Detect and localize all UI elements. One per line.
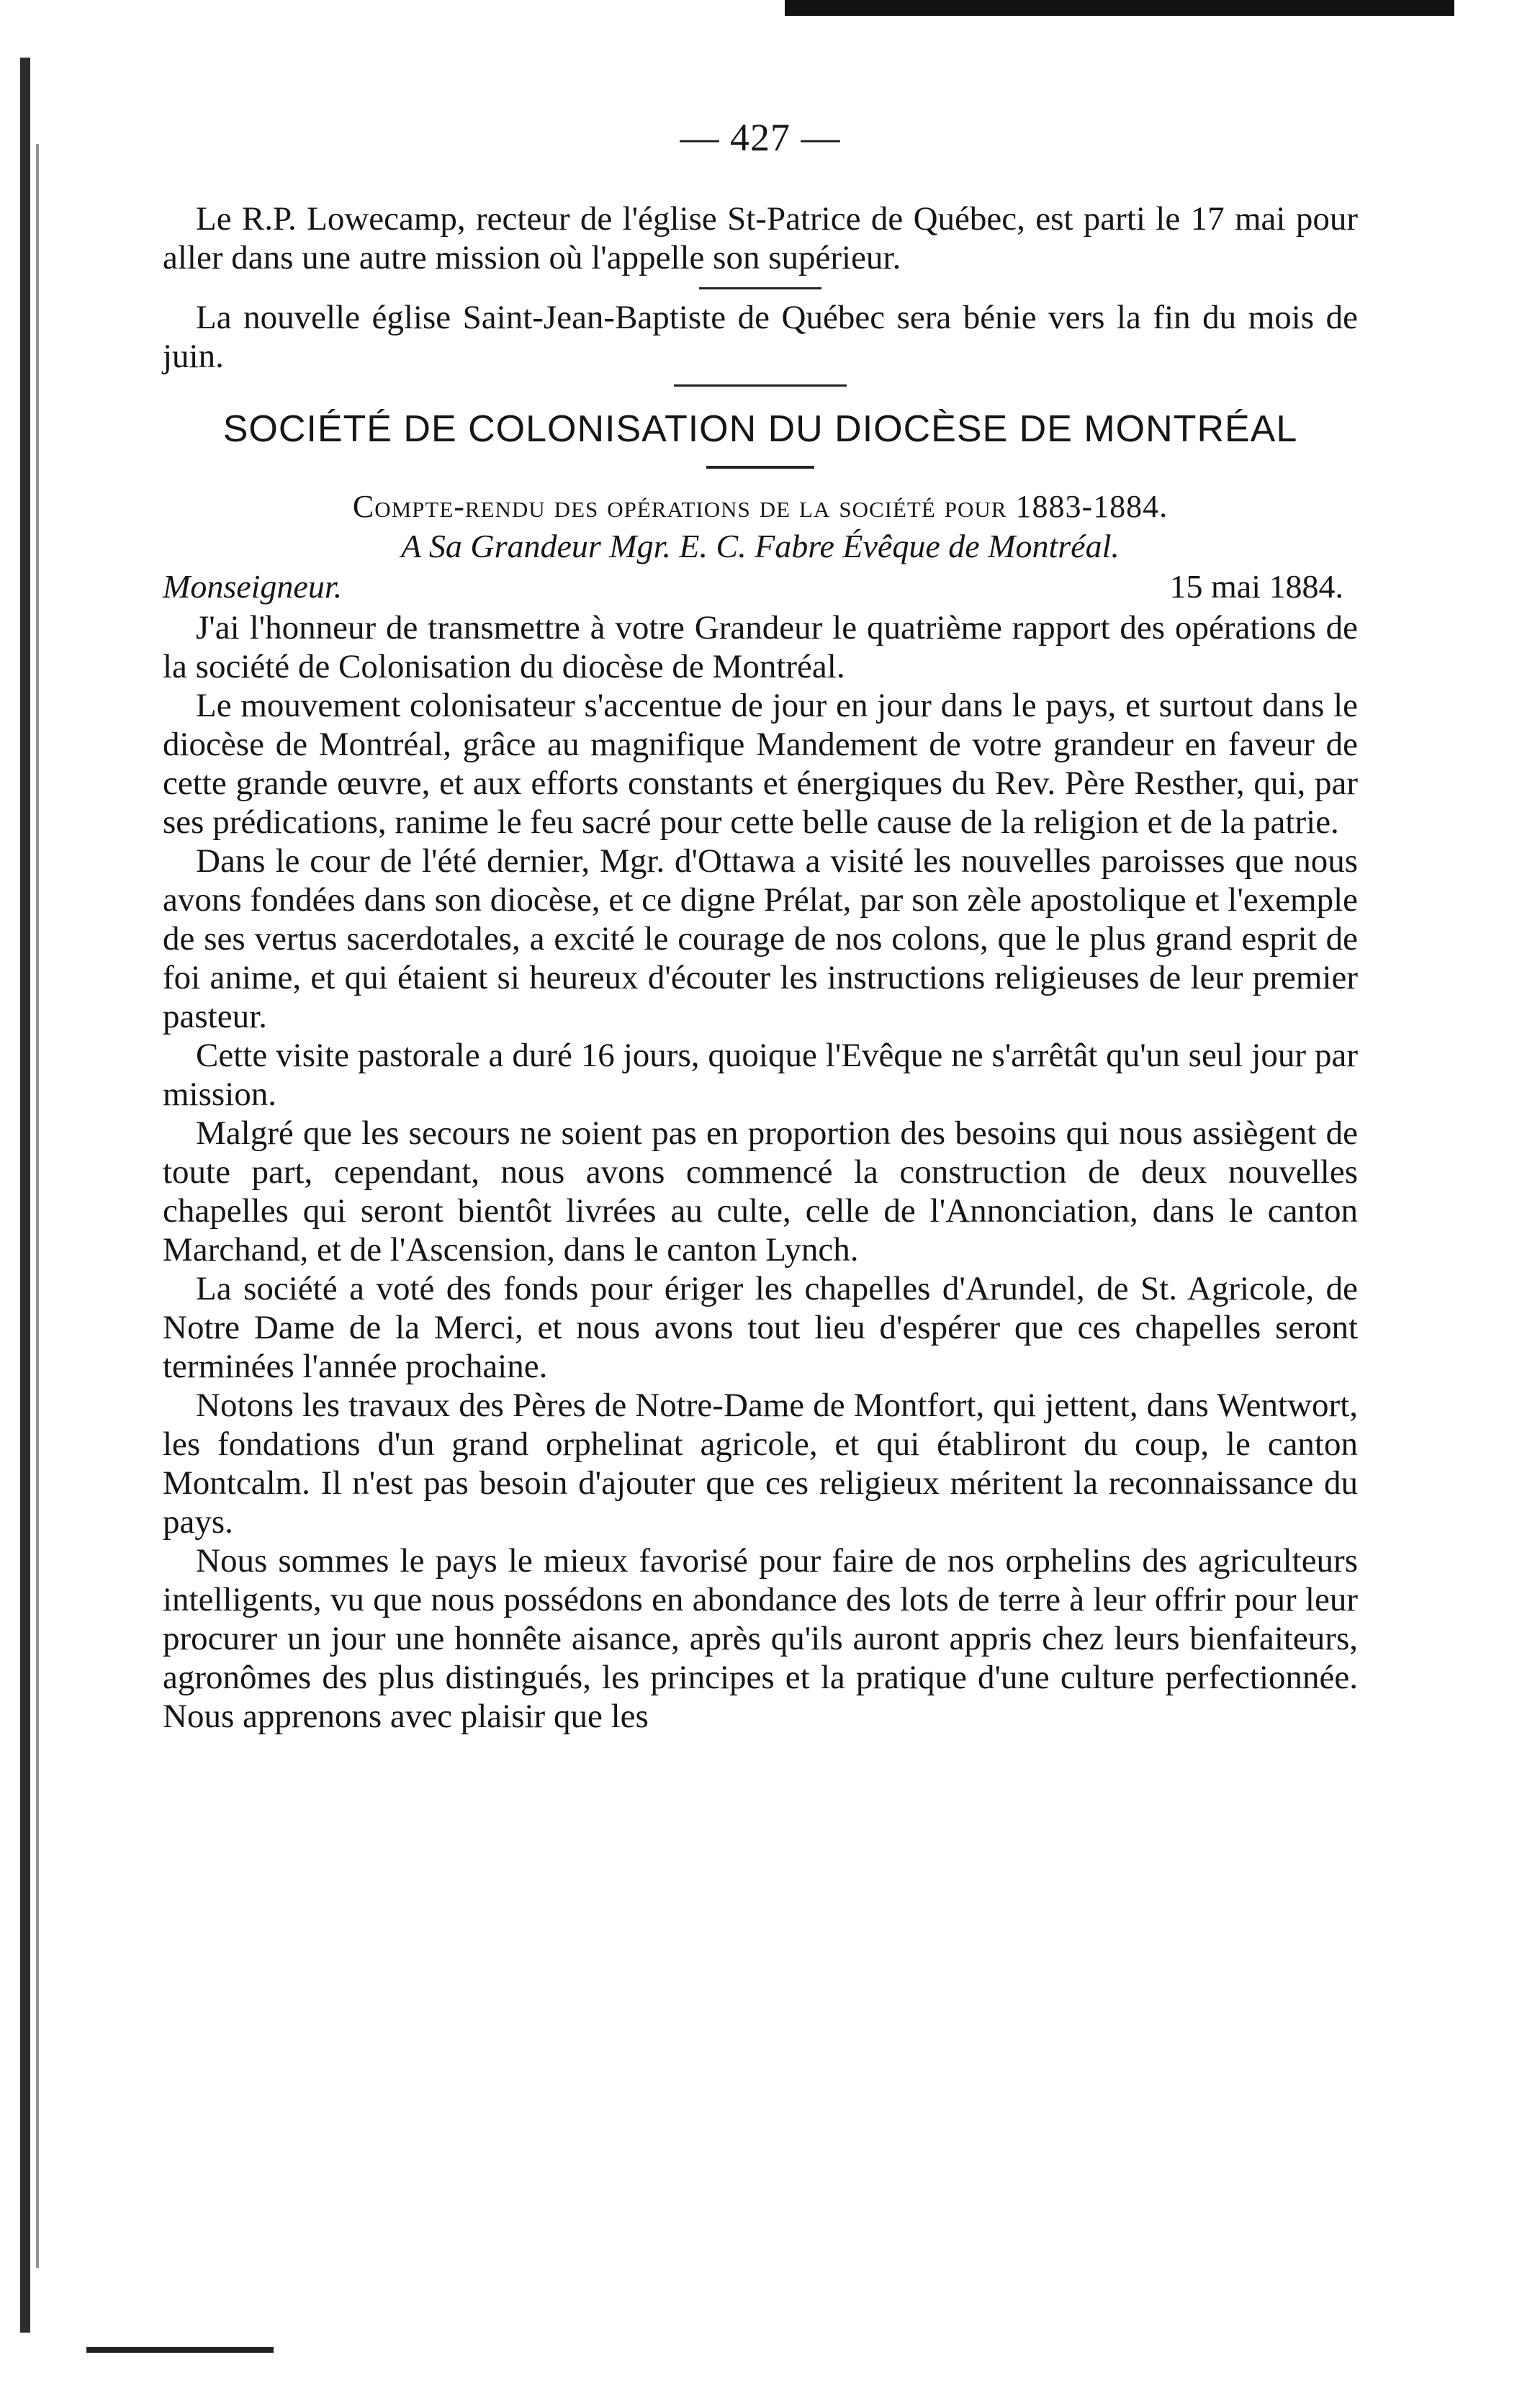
paragraph: Le mouvement colonisateur s'accentue de jour en jour dans le pays, et surtout dans le diocèse de Montréal, grâce au magnifique Mandement de votre grandeur en faveur de cette grande œuvre, et aux efforts constants et énergiques du Rev. Père Resther, qui, par ses prédications, ranime le feu sacré pour cette belle cause de la religion et de la patrie.: [163, 687, 1358, 841]
page-number: — 427 —: [680, 116, 841, 159]
title-rule: [706, 466, 814, 469]
left-scan-edge: [20, 58, 30, 2333]
salutation: Monseigneur.: [163, 568, 343, 605]
section-title: SOCIÉTÉ DE COLONISATION DU DIOCÈSE DE MONTRÉAL: [222, 408, 1298, 450]
bottom-scan-mark: [86, 2347, 274, 2353]
section-divider: [674, 384, 847, 387]
paragraph: Notons les travaux des Pères de Notre-Dame de Montfort, qui jettent, dans Wentwort, les fondations d'un grand orphelinat agricole, et qui établiront du coup, le canton Montcalm. Il n'est pas besoin d'ajouter que ces religieux méritent la reconnaissance du pays.: [163, 1387, 1358, 1541]
paragraph: J'ai l'honneur de transmettre à votre Grandeur le quatrième rapport des opérations de la société de Colonisation du diocèse de Montréal.: [163, 609, 1358, 685]
paragraph: La société a voté des fonds pour ériger les chapelles d'Arundel, de St. Agricole, de Notre Dame de la Merci, et nous avons tout lieu d'espérer que ces chapelles seront terminées l'année prochaine.: [163, 1270, 1358, 1385]
letter-date: 15 mai 1884.: [1169, 568, 1343, 605]
paragraph: Malgré que les secours ne soient pas en proportion des besoins qui nous assiègent de toute part, cependant, nous avons commencé la construction de deux nouvelles chapelles qui seront bientôt livrées au culte, celle de l'Annonciation, dans le canton Marchand, et de l'Ascension, dans le canton Lynch.: [163, 1114, 1358, 1269]
paragraph: Nous sommes le pays le mieux favorisé pour faire de nos orphelins des agriculteurs intelligents, vu que nous possédons en abondance des lots de terre à leur offrir pour leur procurer un jour une honnête aisance, après qu'ils auront appris chez leurs bienfaiteurs, agronômes des plus distingués, les principes et la pratique d'une culture perfectionnée. Nous apprenons avec plaisir que les: [163, 1542, 1358, 1735]
top-scan-edge: [785, 0, 1454, 16]
report-heading: Compte-rendu des opérations de la société pour 1883-1884.: [352, 489, 1168, 524]
salutation-row: [163, 567, 1358, 607]
notice-eglise: La nouvelle église Saint-Jean-Baptiste de Québec sera bénie vers la fin du mois de juin.: [163, 299, 1358, 375]
dedication-line: A Sa Grandeur Mgr. E. C. Fabre Évêque de Montréal.: [401, 528, 1120, 564]
notice-divider: [699, 287, 821, 289]
left-scan-shadow: [36, 144, 39, 2268]
notice-lowecamp: Le R.P. Lowecamp, recteur de l'église St-Patrice de Québec, est parti le 17 mai pour aller dans une autre mission où l'appelle son supérieur.: [163, 200, 1358, 276]
paragraph: Dans le cour de l'été dernier, Mgr. d'Ottawa a visité les nouvelles paroisses que nous avons fondées dans son diocèse, et ce digne Prélat, par son zèle apostolique et l'exemple de ses vertus sacerdotales, a excité le courage de nos colons, que le plus grand esprit de foi anime, et qui étaient si heureux d'écouter les instructions religieuses de leur premier pasteur.: [163, 842, 1358, 1035]
document-page: [163, 115, 1358, 1736]
paragraph: Cette visite pastorale a duré 16 jours, quoique l'Evêque ne s'arrêtât qu'un seul jour par mission.: [163, 1037, 1358, 1113]
